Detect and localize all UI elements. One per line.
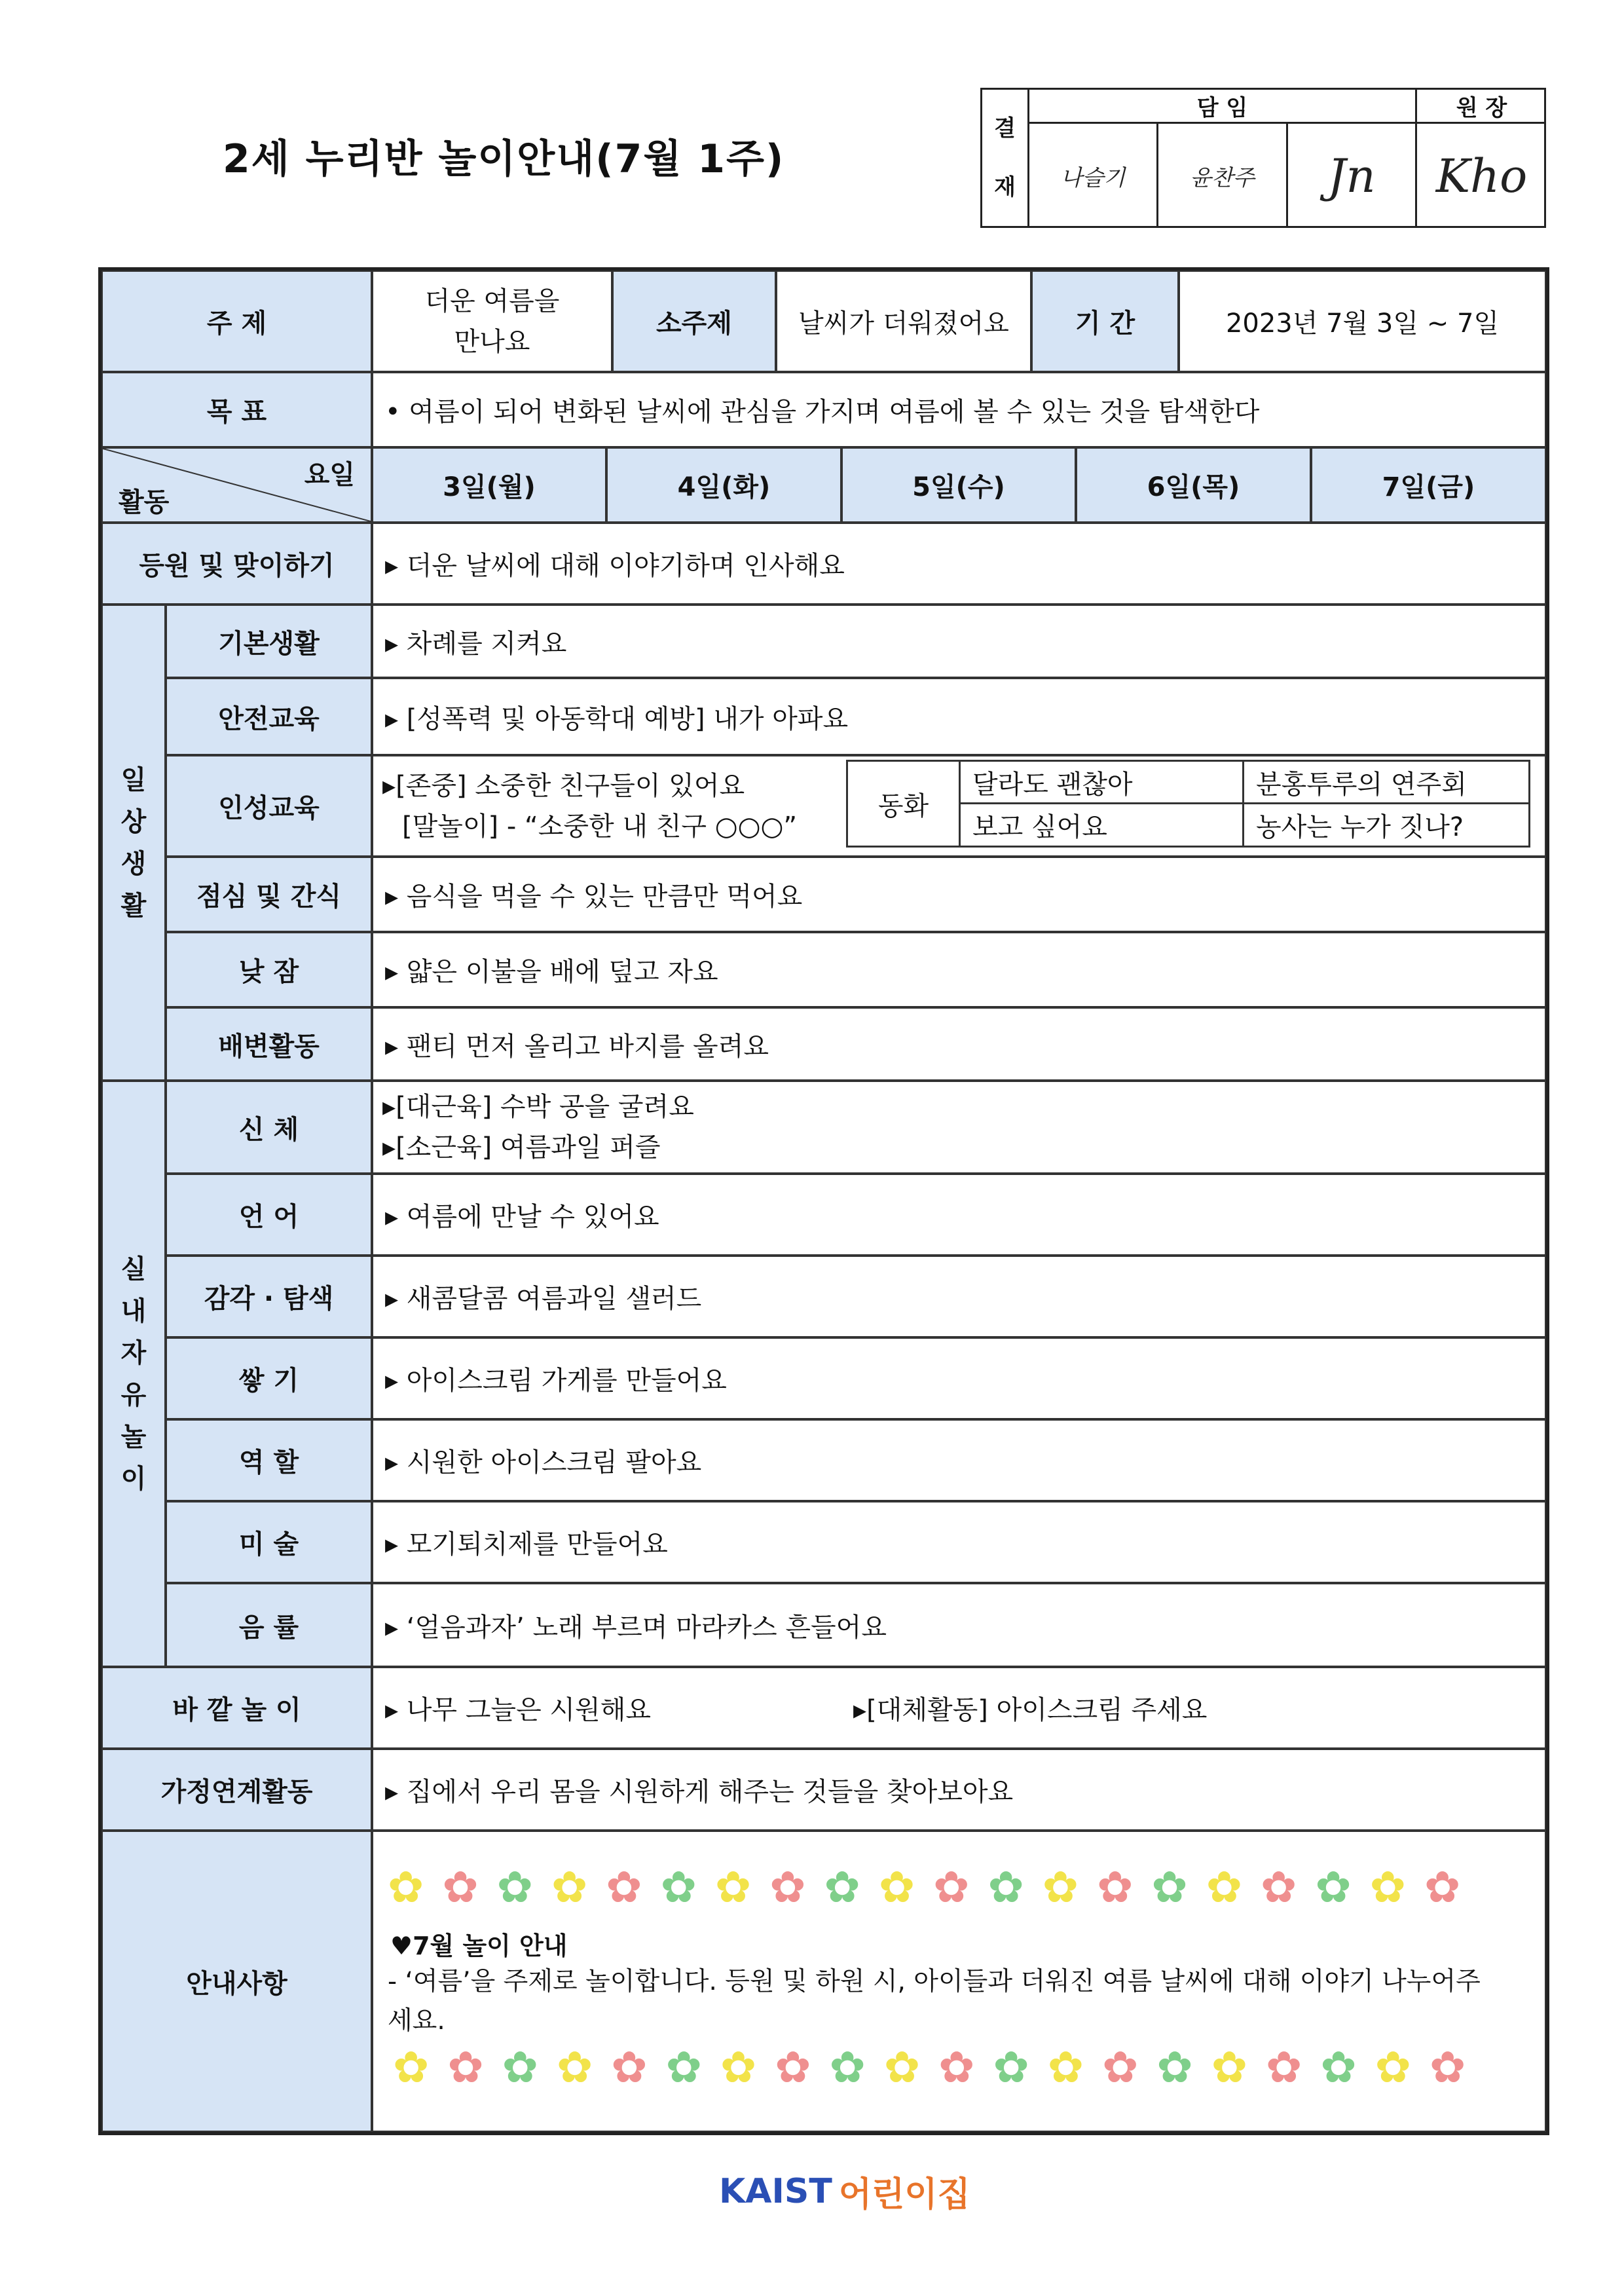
safety-value: ▸ [성폭력 및 아동학대 예방] 내가 아파요 xyxy=(372,678,1546,755)
day-fri: 7일(금) xyxy=(1311,447,1546,523)
language-label: 언 어 xyxy=(166,1174,372,1256)
physical-line2: ▸[소근육] 여름과일 퍼즐 xyxy=(382,1132,661,1163)
day-thu: 6일(목) xyxy=(1076,447,1311,523)
goal-label: 목 표 xyxy=(101,372,372,447)
arrival-value: ▸ 더운 날씨에 대해 이야기하며 인사해요 xyxy=(372,523,1546,605)
indoor-char-5: 놀 xyxy=(120,1421,147,1452)
period-value: 2023년 7월 3일 ~ 7일 xyxy=(1179,271,1546,372)
blocks-value: ▸ 아이스크림 가게를 만들어요 xyxy=(372,1337,1546,1419)
day-tue: 4일(화) xyxy=(606,447,841,523)
notice-line2: 세요. xyxy=(388,2006,445,2036)
outdoor-value xyxy=(372,1667,1546,1749)
notice-heading: ♥7월 놀이 안내 xyxy=(390,1931,568,1960)
arrival-label: 등원 및 맞이하기 xyxy=(101,523,372,605)
art-value: ▸ 모기퇴치제를 만들어요 xyxy=(372,1501,1546,1583)
flower-border-top xyxy=(388,1862,1460,1912)
approval-side-bottom: 재 xyxy=(994,174,1016,200)
outdoor-label: 바 깥 놀 이 xyxy=(101,1667,372,1749)
indoor-char-1: 실 xyxy=(120,1254,147,1284)
goal-value: • 여름이 되어 변화된 날씨에 관심을 가지며 여름에 볼 수 있는 것을 탐색한다 xyxy=(372,372,1546,447)
daily-char-3: 생 xyxy=(120,848,147,879)
flower-icon: ✿ xyxy=(1047,2042,1084,2093)
signature-4: Kho xyxy=(1435,149,1528,203)
character-line1: ▸[존중] 소중한 친구들이 있어요 xyxy=(382,770,745,801)
theme-line2: 만나요 xyxy=(454,326,530,357)
day-label: 요일 xyxy=(304,460,355,490)
music-value: ▸ ‘얼음과자’ 노래 부르며 마라카스 흔들어요 xyxy=(372,1583,1546,1667)
flower-icon: ✿ xyxy=(714,1862,752,1912)
flower-icon: ✿ xyxy=(1320,2042,1357,2093)
flower-icon: ✿ xyxy=(1211,2042,1247,2093)
daily-life-group-label xyxy=(101,605,166,1081)
flower-icon: ✿ xyxy=(665,2042,702,2093)
flower-icon: ✿ xyxy=(775,2042,811,2093)
home-activity-label: 가정연계활동 xyxy=(101,1749,372,1831)
character-line2: [말놀이] - “소중한 내 친구 ○○○” xyxy=(402,811,798,842)
outdoor-value-2: ▸[대체활동] 아이스크림 주세요 xyxy=(853,1695,1208,1725)
signature-3: Jn xyxy=(1288,124,1417,228)
flower-icon: ✿ xyxy=(1266,2042,1302,2093)
flower-icon: ✿ xyxy=(388,1862,424,1912)
indoor-char-2: 내 xyxy=(120,1296,147,1326)
story-3: 보고 싶어요 xyxy=(959,802,1244,848)
flower-icon: ✿ xyxy=(1097,1862,1134,1912)
approval-box xyxy=(980,88,1546,228)
flower-icon: ✿ xyxy=(1315,1862,1352,1912)
character-label: 인성교육 xyxy=(166,755,372,857)
flower-icon: ✿ xyxy=(938,2042,975,2093)
physical-label: 신 체 xyxy=(166,1081,372,1174)
subtheme-value: 날씨가 더워졌어요 xyxy=(776,271,1031,372)
approval-side-top: 결 xyxy=(994,115,1016,141)
flower-icon: ✿ xyxy=(1102,2042,1139,2093)
nap-value: ▸ 얇은 이불을 배에 덮고 자요 xyxy=(372,932,1546,1007)
flower-icon: ✿ xyxy=(1206,1862,1242,1912)
flower-icon: ✿ xyxy=(1375,2042,1411,2093)
flower-icon: ✿ xyxy=(829,2042,866,2093)
flower-icon: ✿ xyxy=(606,1862,642,1912)
flower-border-bottom xyxy=(393,2042,1466,2093)
theme-label: 주 제 xyxy=(101,271,372,372)
approval-director-head: 원 장 xyxy=(1417,90,1546,124)
logo-text-kindergarten: 어린이집 xyxy=(838,2175,970,2214)
basic-life-value: ▸ 차례를 지켜요 xyxy=(372,605,1546,678)
indoor-play-group-label xyxy=(101,1081,166,1667)
flower-icon: ✿ xyxy=(502,2042,538,2093)
flower-icon: ✿ xyxy=(556,2042,593,2093)
day-mon: 3일(월) xyxy=(372,447,606,523)
safety-label: 안전교육 xyxy=(166,678,372,755)
flower-icon: ✿ xyxy=(611,2042,648,2093)
blocks-label: 쌓 기 xyxy=(166,1337,372,1419)
logo-text-kaist: KAIST xyxy=(719,2171,832,2211)
sensory-label: 감각 · 탐색 xyxy=(166,1256,372,1337)
language-value: ▸ 여름에 만날 수 있어요 xyxy=(372,1174,1546,1256)
flower-icon: ✿ xyxy=(993,2042,1029,2093)
approval-teacher-head: 담 임 xyxy=(1029,90,1417,124)
flower-icon: ✿ xyxy=(1424,1862,1461,1912)
activity-label: 활동 xyxy=(119,487,170,517)
story-4: 농사는 누가 짓나? xyxy=(1242,802,1530,848)
flower-icon: ✿ xyxy=(720,2042,757,2093)
flower-icon: ✿ xyxy=(824,1862,860,1912)
day-wed: 5일(수) xyxy=(841,447,1076,523)
daily-char-4: 활 xyxy=(120,890,147,921)
story-1: 달라도 괜찮아 xyxy=(959,760,1244,804)
basic-life-label: 기본생활 xyxy=(166,605,372,678)
flower-icon: ✿ xyxy=(1151,1862,1188,1912)
physical-value xyxy=(372,1081,1546,1174)
story-2: 분홍투루의 연주회 xyxy=(1242,760,1530,804)
signature-2: 윤찬주 xyxy=(1158,124,1288,228)
meal-value: ▸ 음식을 먹을 수 있는 만큼만 먹어요 xyxy=(372,857,1546,932)
meal-label: 점심 및 간식 xyxy=(166,857,372,932)
role-label: 역 할 xyxy=(166,1419,372,1501)
home-activity-value: ▸ 집에서 우리 몸을 시원하게 해주는 것들을 찾아보아요 xyxy=(372,1749,1546,1831)
flower-icon: ✿ xyxy=(442,1862,479,1912)
notice-line1: - ‘여름’을 주제로 놀이합니다. 등원 및 하원 시, 아이들과 더워진 여름 날씨에 대해 이야기 나누어주 xyxy=(388,1967,1481,1996)
approval-side-label xyxy=(982,90,1029,228)
flower-icon: ✿ xyxy=(1156,2042,1193,2093)
sensory-value: ▸ 새콤달콤 여름과일 샐러드 xyxy=(372,1256,1546,1337)
indoor-char-3: 자 xyxy=(120,1337,147,1368)
flower-icon: ✿ xyxy=(883,2042,921,2093)
notice-label: 안내사항 xyxy=(101,1831,372,2132)
indoor-char-6: 이 xyxy=(120,1463,147,1494)
art-label: 미 술 xyxy=(166,1501,372,1583)
subtheme-label: 소주제 xyxy=(612,271,776,372)
signature-1: 나슬기 xyxy=(1029,124,1158,228)
flower-icon: ✿ xyxy=(1042,1862,1079,1912)
flower-icon: ✿ xyxy=(496,1862,533,1912)
flower-icon: ✿ xyxy=(447,2042,484,2093)
flower-icon: ✿ xyxy=(551,1862,588,1912)
period-label: 기 간 xyxy=(1031,271,1179,372)
notice-text xyxy=(388,1962,1540,2041)
toilet-label: 배변활동 xyxy=(166,1007,372,1081)
physical-line1: ▸[대근육] 수박 공을 굴려요 xyxy=(382,1092,694,1122)
theme-value xyxy=(372,271,612,372)
indoor-char-4: 유 xyxy=(120,1379,147,1410)
kaist-logo xyxy=(719,2167,970,2216)
flower-icon: ✿ xyxy=(393,2042,430,2093)
flower-icon: ✿ xyxy=(878,1862,915,1912)
role-value: ▸ 시원한 아이스크림 팔아요 xyxy=(372,1419,1546,1501)
nap-label: 낮 잠 xyxy=(166,932,372,1007)
flower-icon: ✿ xyxy=(660,1862,697,1912)
daily-char-1: 일 xyxy=(120,764,147,795)
flower-icon: ✿ xyxy=(933,1862,970,1912)
page-title: 2세 누리반 놀이안내(7월 1주) xyxy=(223,136,785,182)
toilet-value: ▸ 팬티 먼저 올리고 바지를 올려요 xyxy=(372,1007,1546,1081)
music-label: 음 률 xyxy=(166,1583,372,1667)
daily-char-2: 상 xyxy=(120,806,147,837)
outdoor-value-1: ▸ 나무 그늘은 시원해요 xyxy=(385,1695,651,1725)
flower-icon: ✿ xyxy=(1261,1862,1297,1912)
flower-icon: ✿ xyxy=(1369,1862,1406,1912)
theme-line1: 더운 여름을 xyxy=(424,286,560,316)
flower-icon: ✿ xyxy=(987,1862,1024,1912)
flower-icon: ✿ xyxy=(769,1862,806,1912)
flower-icon: ✿ xyxy=(1429,2042,1466,2093)
story-label: 동화 xyxy=(846,760,961,848)
day-activity-header xyxy=(101,447,372,523)
